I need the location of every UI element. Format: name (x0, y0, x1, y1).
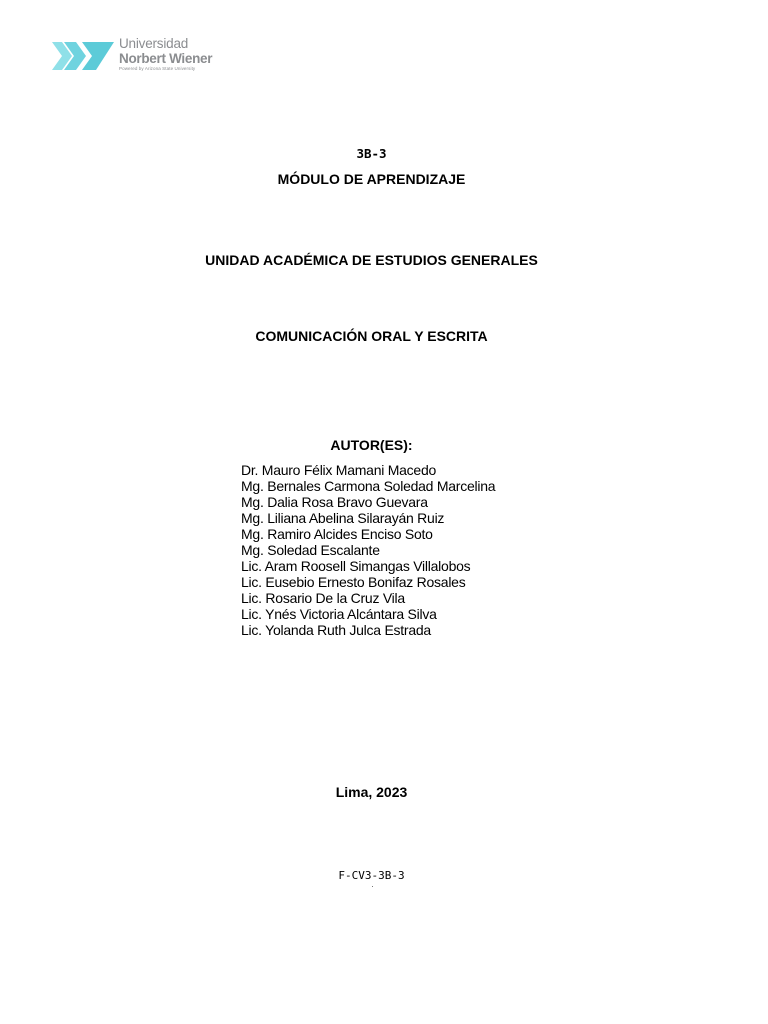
author-item: Mg. Soledad Escalante (241, 542, 380, 558)
page-dot (372, 886, 373, 887)
university-logo (52, 36, 222, 76)
document-code: 3B-3 (356, 146, 387, 161)
logo-line-2: Norbert Wiener (119, 50, 213, 66)
author-item: Lic. Ynés Victoria Alcántara Silva (241, 606, 437, 622)
author-item: Lic. Aram Roosell Simangas Villalobos (241, 558, 471, 574)
course-name: COMUNICACIÓN ORAL Y ESCRITA (255, 328, 488, 344)
logo-line-3: Powered by Arizona State University (119, 66, 196, 71)
academic-unit: UNIDAD ACADÉMICA DE ESTUDIOS GENERALES (205, 252, 538, 268)
document-title: MÓDULO DE APRENDIZAJE (277, 171, 466, 187)
author-item: Mg. Dalia Rosa Bravo Guevara (241, 494, 428, 510)
place-year: Lima, 2023 (335, 784, 408, 800)
author-item: Dr. Mauro Félix Mamani Macedo (241, 462, 437, 478)
author-item: Lic. Eusebio Ernesto Bonifaz Rosales (241, 574, 466, 590)
form-code: F-CV3-3B-3 (338, 869, 405, 882)
authors-heading: AUTOR(ES): (330, 437, 413, 453)
university-logo-mark-icon (52, 38, 114, 72)
logo-line-1: Universidad (119, 36, 189, 51)
author-item: Mg. Liliana Abelina Silarayán Ruiz (241, 510, 445, 526)
author-item: Lic. Rosario De la Cruz Vila (241, 590, 405, 606)
university-logo-wordmark (119, 37, 212, 72)
authors-list (241, 462, 495, 638)
author-item: Mg. Bernales Carmona Soledad Marcelina (241, 478, 496, 494)
author-item: Mg. Ramiro Alcides Enciso Soto (241, 526, 433, 542)
author-item: Lic. Yolanda Ruth Julca Estrada (241, 622, 431, 638)
